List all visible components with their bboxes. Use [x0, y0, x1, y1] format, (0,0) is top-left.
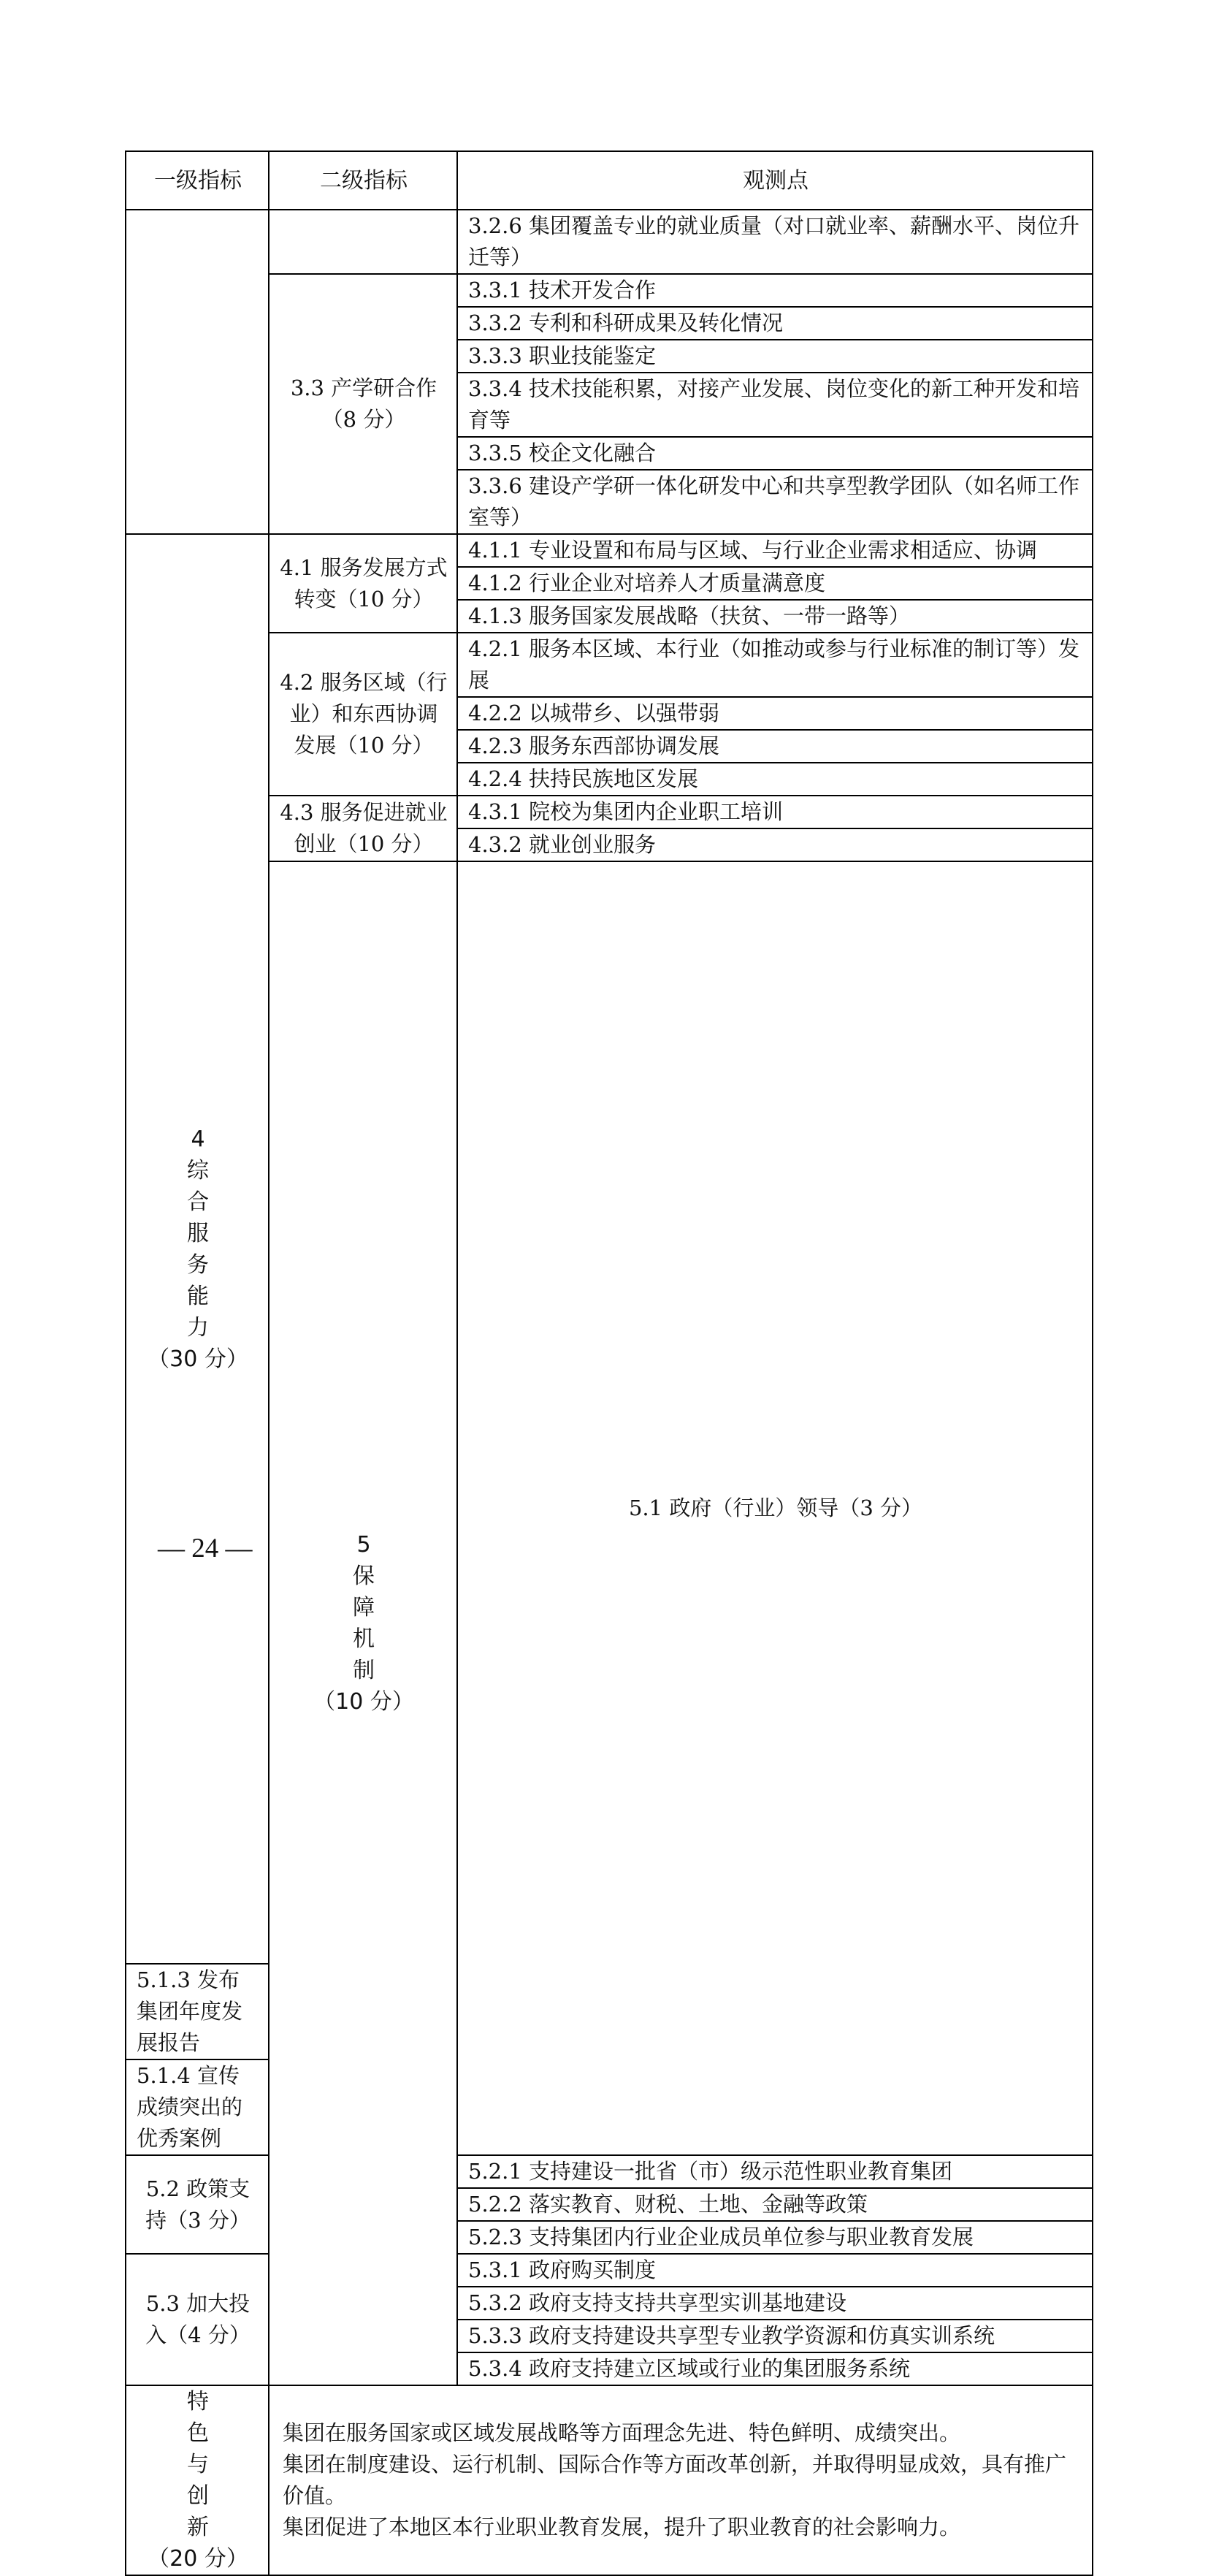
- level2-cell-4-1: 4.1 服务发展方式转变（10 分）: [269, 534, 457, 633]
- table-row: [126, 633, 1093, 697]
- observation-5-1-3: 5.1.3 发布集团年度发展报告: [126, 1964, 269, 2059]
- level2-cell-5-3: 5.3 加大投入（4 分）: [126, 2254, 269, 2385]
- feature-paragraph-2: 集团在制度建设、运行机制、国际合作等方面改革创新，并取得明显成效，具有推广价值。: [283, 2452, 1067, 2508]
- header-observation: 观测点: [457, 151, 1093, 210]
- observation-3-3-1: 3.3.1 技术开发合作: [457, 274, 1093, 307]
- feature-paragraph-1: 集团在服务国家或区域发展战略等方面理念先进、特色鲜明、成绩突出。: [283, 2420, 961, 2445]
- observation-5-2-1: 5.2.1 支持建设一批省（市）级示范性职业教育集团: [457, 2155, 1093, 2188]
- table-row: [126, 861, 1093, 1365]
- observation-4-3-2: 4.3.2 就业创业服务: [457, 828, 1093, 861]
- header-row: [126, 151, 1093, 210]
- level2-cell-3-2-continued: [269, 210, 457, 274]
- level1-cell-5: 5 保 障 机 制 （10 分）: [269, 861, 457, 2385]
- observation-3-3-5: 3.3.5 校企文化融合: [457, 437, 1093, 470]
- level2-cell-3-3: 3.3 产学研合作（8 分）: [269, 274, 457, 534]
- observation-4-2-3: 4.2.3 服务东西部协调发展: [457, 730, 1093, 763]
- table-row: [126, 534, 1093, 567]
- level2-cell-4-2: 4.2 服务区域（行业）和东西协调发展（10 分）: [269, 633, 457, 796]
- observation-3-3-4: 3.3.4 技术技能积累，对接产业发展、岗位变化的新工种开发和培育等: [457, 373, 1093, 437]
- table-row: [126, 274, 1093, 307]
- header-level2: 二级指标: [269, 151, 457, 210]
- observation-5-3-2: 5.3.2 政府支持支持共享型实训基地建设: [457, 2287, 1093, 2320]
- observation-5-1-4: 5.1.4 宣传成绩突出的优秀案例: [126, 2059, 269, 2155]
- observation-4-3-1: 4.3.1 院校为集团内企业职工培训: [457, 796, 1093, 828]
- table-row: [126, 796, 1093, 828]
- evaluation-table: [125, 150, 1093, 2576]
- observation-3-3-6: 3.3.6 建设产学研一体化研发中心和共享型教学团队（如名师工作室等）: [457, 470, 1093, 534]
- observation-4-2-1: 4.2.1 服务本区域、本行业（如推动或参与行业标准的制订等）发展: [457, 633, 1093, 697]
- observation-5-3-3: 5.3.3 政府支持建设共享型专业教学资源和仿真实训系统: [457, 2320, 1093, 2352]
- observation-4-1-2: 4.1.2 行业企业对培养人才质量满意度: [457, 567, 1093, 600]
- level1-cell-feature: 特 色 与 创 新 （20 分）: [126, 2385, 269, 2575]
- header-level1: 一级指标: [126, 151, 269, 210]
- level1-cell-4: 4 综 合 服 务 能 力 （30 分）: [126, 534, 269, 1964]
- table-row: [126, 2385, 1093, 2575]
- feature-description-cell: [269, 2385, 1093, 2575]
- feature-paragraph-3: 集团促进了本地区本行业职业教育发展，提升了职业教育的社会影响力。: [283, 2515, 961, 2539]
- table-row: [126, 210, 1093, 274]
- observation-5-2-2: 5.2.2 落实教育、财税、土地、金融等政策: [457, 2188, 1093, 2221]
- observation-5-3-4: 5.3.4 政府支持建立区域或行业的集团服务系统: [457, 2352, 1093, 2385]
- page-number: — 24 —: [158, 1533, 253, 1563]
- observation-3-3-3: 3.3.3 职业技能鉴定: [457, 340, 1093, 373]
- observation-4-2-4: 4.2.4 扶持民族地区发展: [457, 763, 1093, 796]
- level2-cell-4-3: 4.3 服务促进就业创业（10 分）: [269, 796, 457, 861]
- level1-cell-3-continued: [126, 210, 269, 534]
- level2-cell-5-1: 5.1 政府（行业）领导（3 分）: [457, 861, 1093, 2155]
- observation-5-2-3: 5.2.3 支持集团内行业企业成员单位参与职业教育发展: [457, 2221, 1093, 2254]
- observation-4-1-1: 4.1.1 专业设置和布局与区域、与行业企业需求相适应、协调: [457, 534, 1093, 567]
- observation-3-3-2: 3.3.2 专利和科研成果及转化情况: [457, 307, 1093, 340]
- observation-4-1-3: 4.1.3 服务国家发展战略（扶贫、一带一路等）: [457, 600, 1093, 633]
- observation-4-2-2: 4.2.2 以城带乡、以强带弱: [457, 697, 1093, 730]
- observation-3-2-6: 3.2.6 集团覆盖专业的就业质量（对口就业率、薪酬水平、岗位升迁等）: [457, 210, 1093, 274]
- level2-cell-5-2: 5.2 政策支持（3 分）: [126, 2155, 269, 2254]
- observation-5-3-1: 5.3.1 政府购买制度: [457, 2254, 1093, 2287]
